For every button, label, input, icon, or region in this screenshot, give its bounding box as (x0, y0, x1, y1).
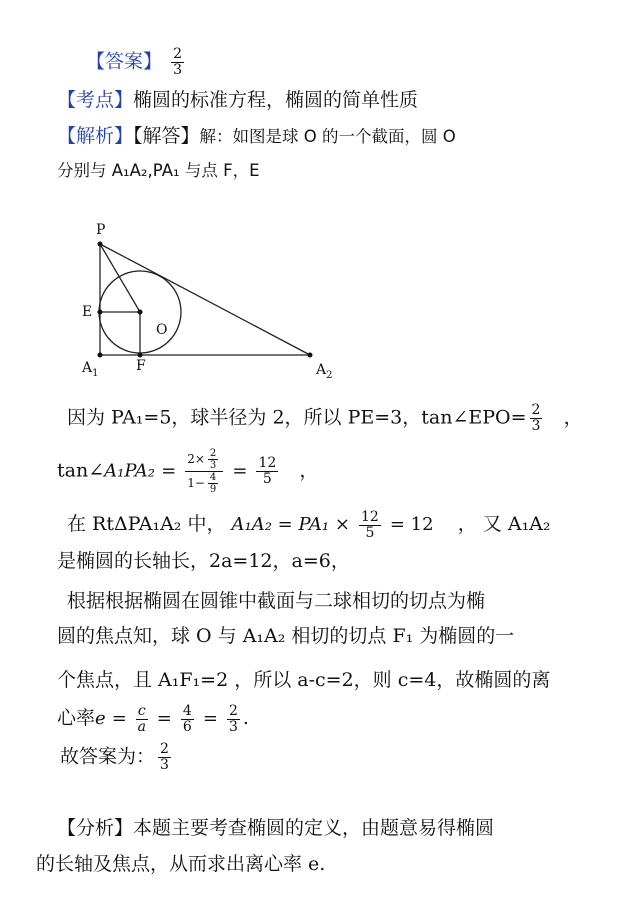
line8-f2-num: 4 (182, 702, 192, 719)
line1-end: ， (563, 406, 583, 429)
line9-frac-num: 2 (160, 741, 169, 757)
line1-fraction (530, 403, 543, 434)
line2-big-fraction (185, 448, 223, 495)
line2-inner-den-frac (208, 472, 218, 495)
line1-frac-num: 2 (531, 402, 541, 418)
label-a1 (81, 360, 99, 379)
segment-pa2 (100, 244, 310, 355)
line8-eq1: = (111, 708, 127, 729)
label-a1-sub: 1 (92, 368, 99, 379)
label-p: P (96, 222, 106, 238)
answer-label: 【答案】 (86, 50, 163, 73)
line8-text: 心率 (57, 707, 96, 729)
line3-text: 在 RtΔPA₁A₂ 中， (67, 513, 226, 535)
label-a2 (315, 362, 333, 381)
label-f: F (136, 358, 146, 374)
line9-frac-den: 3 (160, 757, 169, 773)
point-a1 (98, 353, 103, 358)
line8-f3-num: 2 (229, 702, 238, 719)
line8-e: e (95, 708, 106, 729)
label-a2-sub: 2 (326, 370, 333, 381)
point-a2 (308, 353, 313, 358)
line2-result-num: 12 (258, 455, 277, 471)
solution-line-6: 圆的焦点知，球 O 与 A₁A₂ 相切的切点 F₁ 为椭圆的一 (57, 625, 515, 647)
inner-num-num: 2 (209, 448, 217, 459)
line2-bigden-text: 1− (187, 476, 205, 490)
solution-line-9 (60, 742, 174, 773)
solution-line-3 (67, 508, 551, 541)
line8-end: . (242, 707, 249, 729)
line1-frac-den: 3 (531, 418, 541, 434)
answer-denominator: 3 (173, 62, 182, 78)
answer-numerator: 2 (173, 46, 182, 62)
line2-eq: = (161, 460, 177, 482)
label-a2-main: A (316, 362, 327, 378)
line2-var: A₁PA₂ (104, 460, 156, 482)
line3-frac-den: 5 (365, 524, 375, 541)
analysis-line-1 (57, 816, 494, 840)
point-e (98, 310, 103, 315)
analysis-text-a: 本题主要考查椭圆的定义，由题意易得椭圆 (133, 817, 495, 839)
inner-den-den: 9 (209, 484, 217, 495)
line9-text: 故答案为： (60, 745, 156, 768)
jiexi-label: 【解析】 (57, 125, 134, 147)
inner-den-num: 4 (209, 472, 217, 483)
line2-eq2: = (232, 460, 248, 482)
solve-label: 【解答】 (133, 125, 200, 147)
line8-frac-23 (227, 704, 240, 735)
line2-bignum-text: 2× (187, 452, 205, 466)
line8-f1-den: a (137, 718, 146, 735)
label-e: E (82, 304, 93, 320)
line8-f3-den: 3 (229, 718, 238, 735)
line2-end: ， (299, 459, 319, 482)
point-f (138, 353, 143, 358)
line8-frac-46 (181, 704, 194, 735)
line2-big-den (185, 472, 223, 495)
point-o (138, 310, 143, 315)
line9-fraction (158, 742, 171, 773)
line8-eq3: = (202, 708, 218, 729)
line8-frac-ca (136, 704, 148, 735)
line3-math-left: A₁A₂ = PA₁ × (231, 514, 350, 535)
line1-text: 因为 PA₁=5，球半径为 2，所以 PE=3，tan∠EPO= (67, 406, 527, 429)
line8-f2-den: 6 (182, 718, 192, 735)
kaodian-label: 【考点】 (57, 89, 134, 111)
inner-num-den: 3 (209, 460, 217, 471)
jiexi-text-a: 解：如图是球 O 的一个截面，圆 O (199, 127, 456, 146)
line2-inner-num-frac (208, 448, 218, 471)
kaodian-text: 椭圆的标准方程，椭圆的简单性质 (133, 89, 419, 111)
line3-end: ， 又 A₁A₂ (457, 513, 551, 535)
label-o: O (156, 322, 168, 338)
line8-eq2: = (156, 708, 172, 729)
line3-frac-num: 12 (361, 508, 379, 525)
line8-f1-num: c (137, 702, 146, 719)
analysis-label: 【分析】 (57, 817, 134, 839)
line2-result-den: 5 (262, 471, 272, 487)
label-a1-main: A (82, 360, 93, 376)
line3-math-right: = 12 (389, 514, 434, 535)
line2-prefix: tan∠ (57, 459, 105, 482)
solution-line-8 (57, 700, 249, 737)
solution-line-5: 根据根据椭圆在圆锥中截面与二球相切的切点为椭 (67, 590, 486, 612)
line2-big-num (185, 448, 223, 472)
solution-line-4: 是椭圆的长轴长，2a=12，a=6， (57, 550, 350, 572)
analysis-line-2: 的长轴及焦点，从而求出离心率 e. (36, 853, 326, 875)
jiexi-text-b: 分别与 A₁A₂,PA₁ 与点 F，E (57, 161, 260, 180)
line3-fraction (359, 510, 381, 541)
line2-result-fraction (256, 456, 278, 487)
solution-line-2 (57, 448, 318, 495)
solution-line-1 (67, 403, 583, 434)
solution-line-7: 个焦点，且 A₁F₁=2 ，所以 a-c=2，则 c=4，故椭圆的离 (57, 669, 551, 691)
point-p (98, 242, 103, 247)
